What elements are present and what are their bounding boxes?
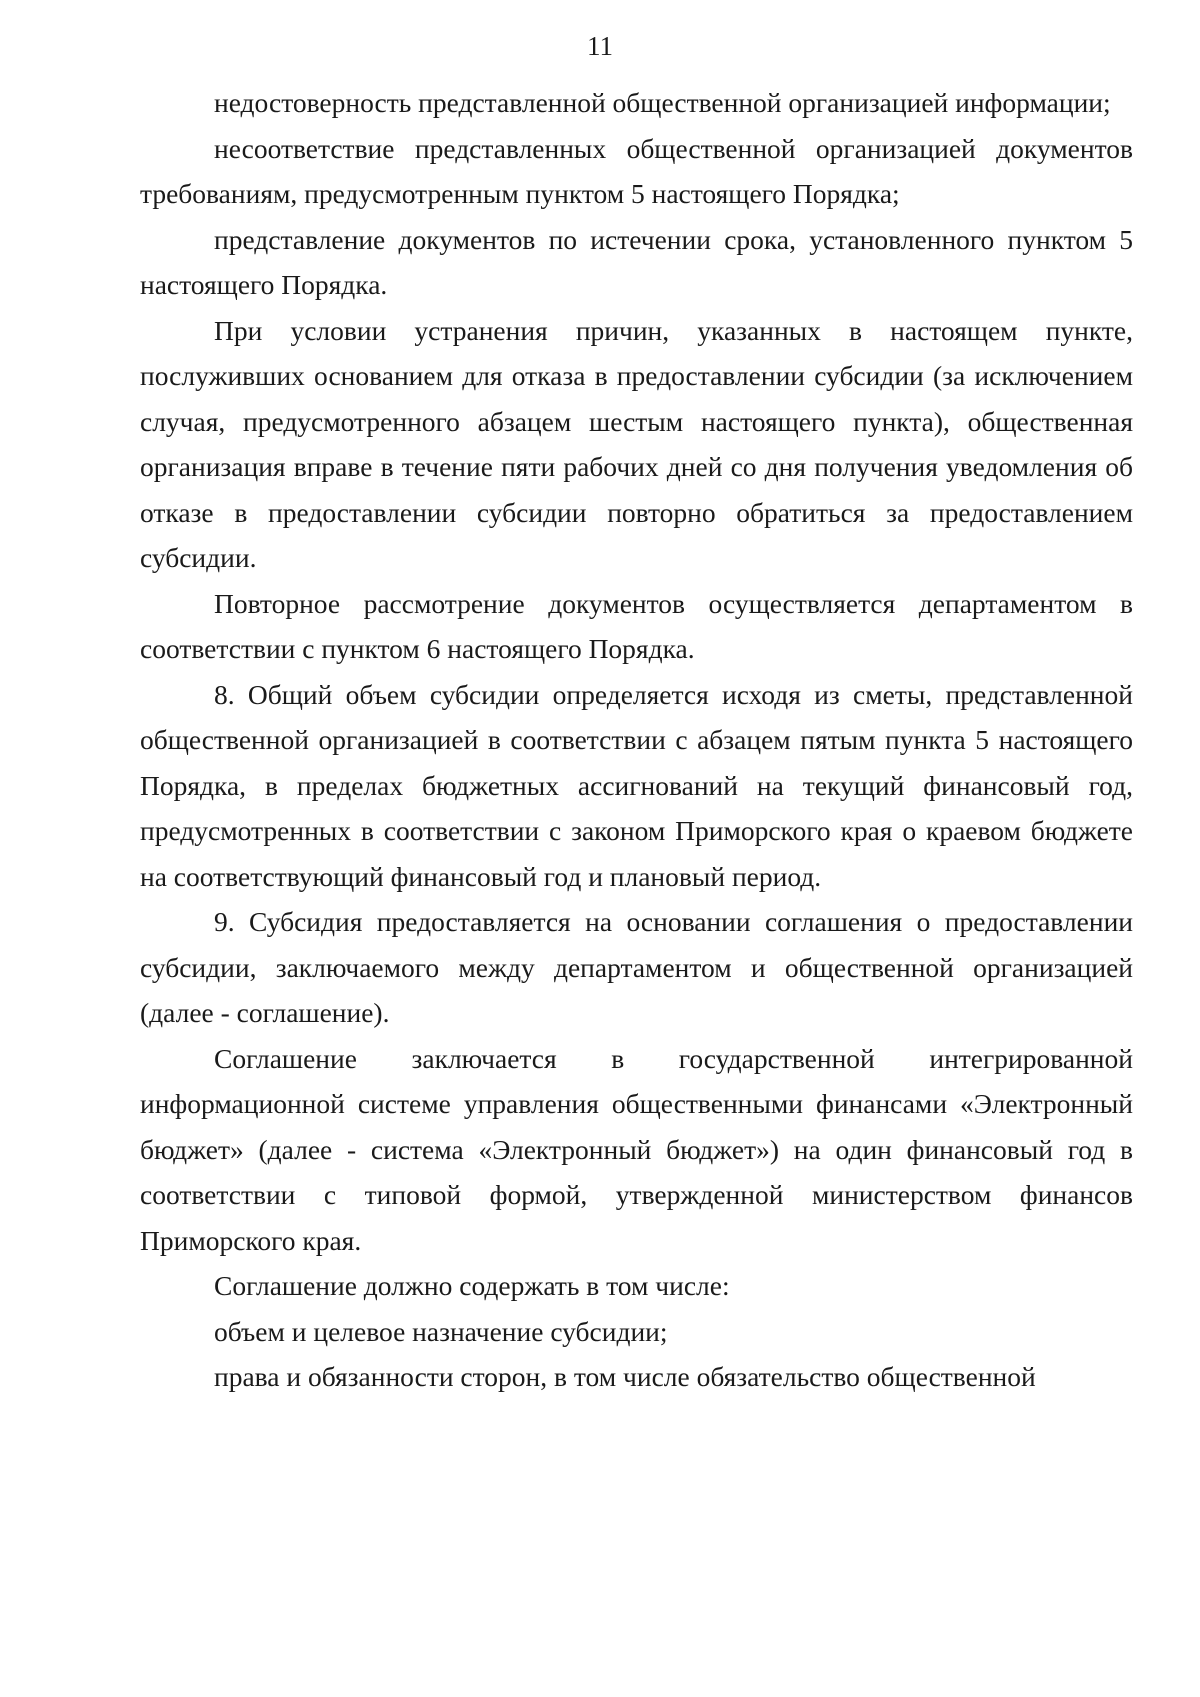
paragraph: несоответствие представленных общественной организацией документов требованиям, предусмотренным пунктом 5 настоящего Порядка;	[140, 132, 1133, 209]
paragraph: недостоверность представленной общественной организацией информации;	[214, 87, 1111, 118]
paragraph: Соглашение должно содержать в том числе:	[214, 1270, 730, 1301]
paragraph: Повторное рассмотрение документов осуществляется департаментом в соответствии с пунктом 6 настоящего Порядка.	[140, 587, 1133, 664]
paragraph: Соглашение заключается в государственной интегрированной информационной системе управления общественными финансами «Электронный бюджет» (далее - система «Электронный бюджет») на один финансовый год в соответствии с типовой формой, утвержденной министерством финансов Приморского края.	[140, 1042, 1133, 1256]
paragraph: 8. Общий объем субсидии определяется исходя из сметы, представленной общественной организацией в соответствии с абзацем пятым пункта 5 настоящего Порядка, в пределах бюджетных ассигнований на текущий финансовый год, предусмотренных в соответствии с законом Приморского края о краевом бюджете на соответствующий финансовый год и плановый период.	[140, 678, 1133, 892]
document-body	[140, 80, 1133, 1400]
paragraph: права и обязанности сторон, в том числе обязательство общественной	[214, 1361, 1036, 1392]
paragraph: 9. Субсидия предоставляется на основании соглашения о предоставлении субсидии, заключаемого между департаментом и общественной организацией (далее - соглашение).	[140, 906, 1133, 1028]
paragraph: объем и целевое назначение субсидии;	[214, 1315, 668, 1347]
page-number: 11	[587, 31, 613, 61]
paragraph: При условии устранения причин, указанных в настоящем пункте, послуживших основанием для отказа в предоставлении субсидии (за исключением случая, предусмотренного абзацем шестым настоящего пункта), общественная организация вправе в течение пяти рабочих дней со дня получения уведомления об отказе в предоставлении субсидии повторно обратиться за предоставлением субсидии.	[140, 314, 1133, 573]
paragraph: представление документов по истечении срока, установленного пунктом 5 настоящего Порядка.	[140, 223, 1133, 300]
